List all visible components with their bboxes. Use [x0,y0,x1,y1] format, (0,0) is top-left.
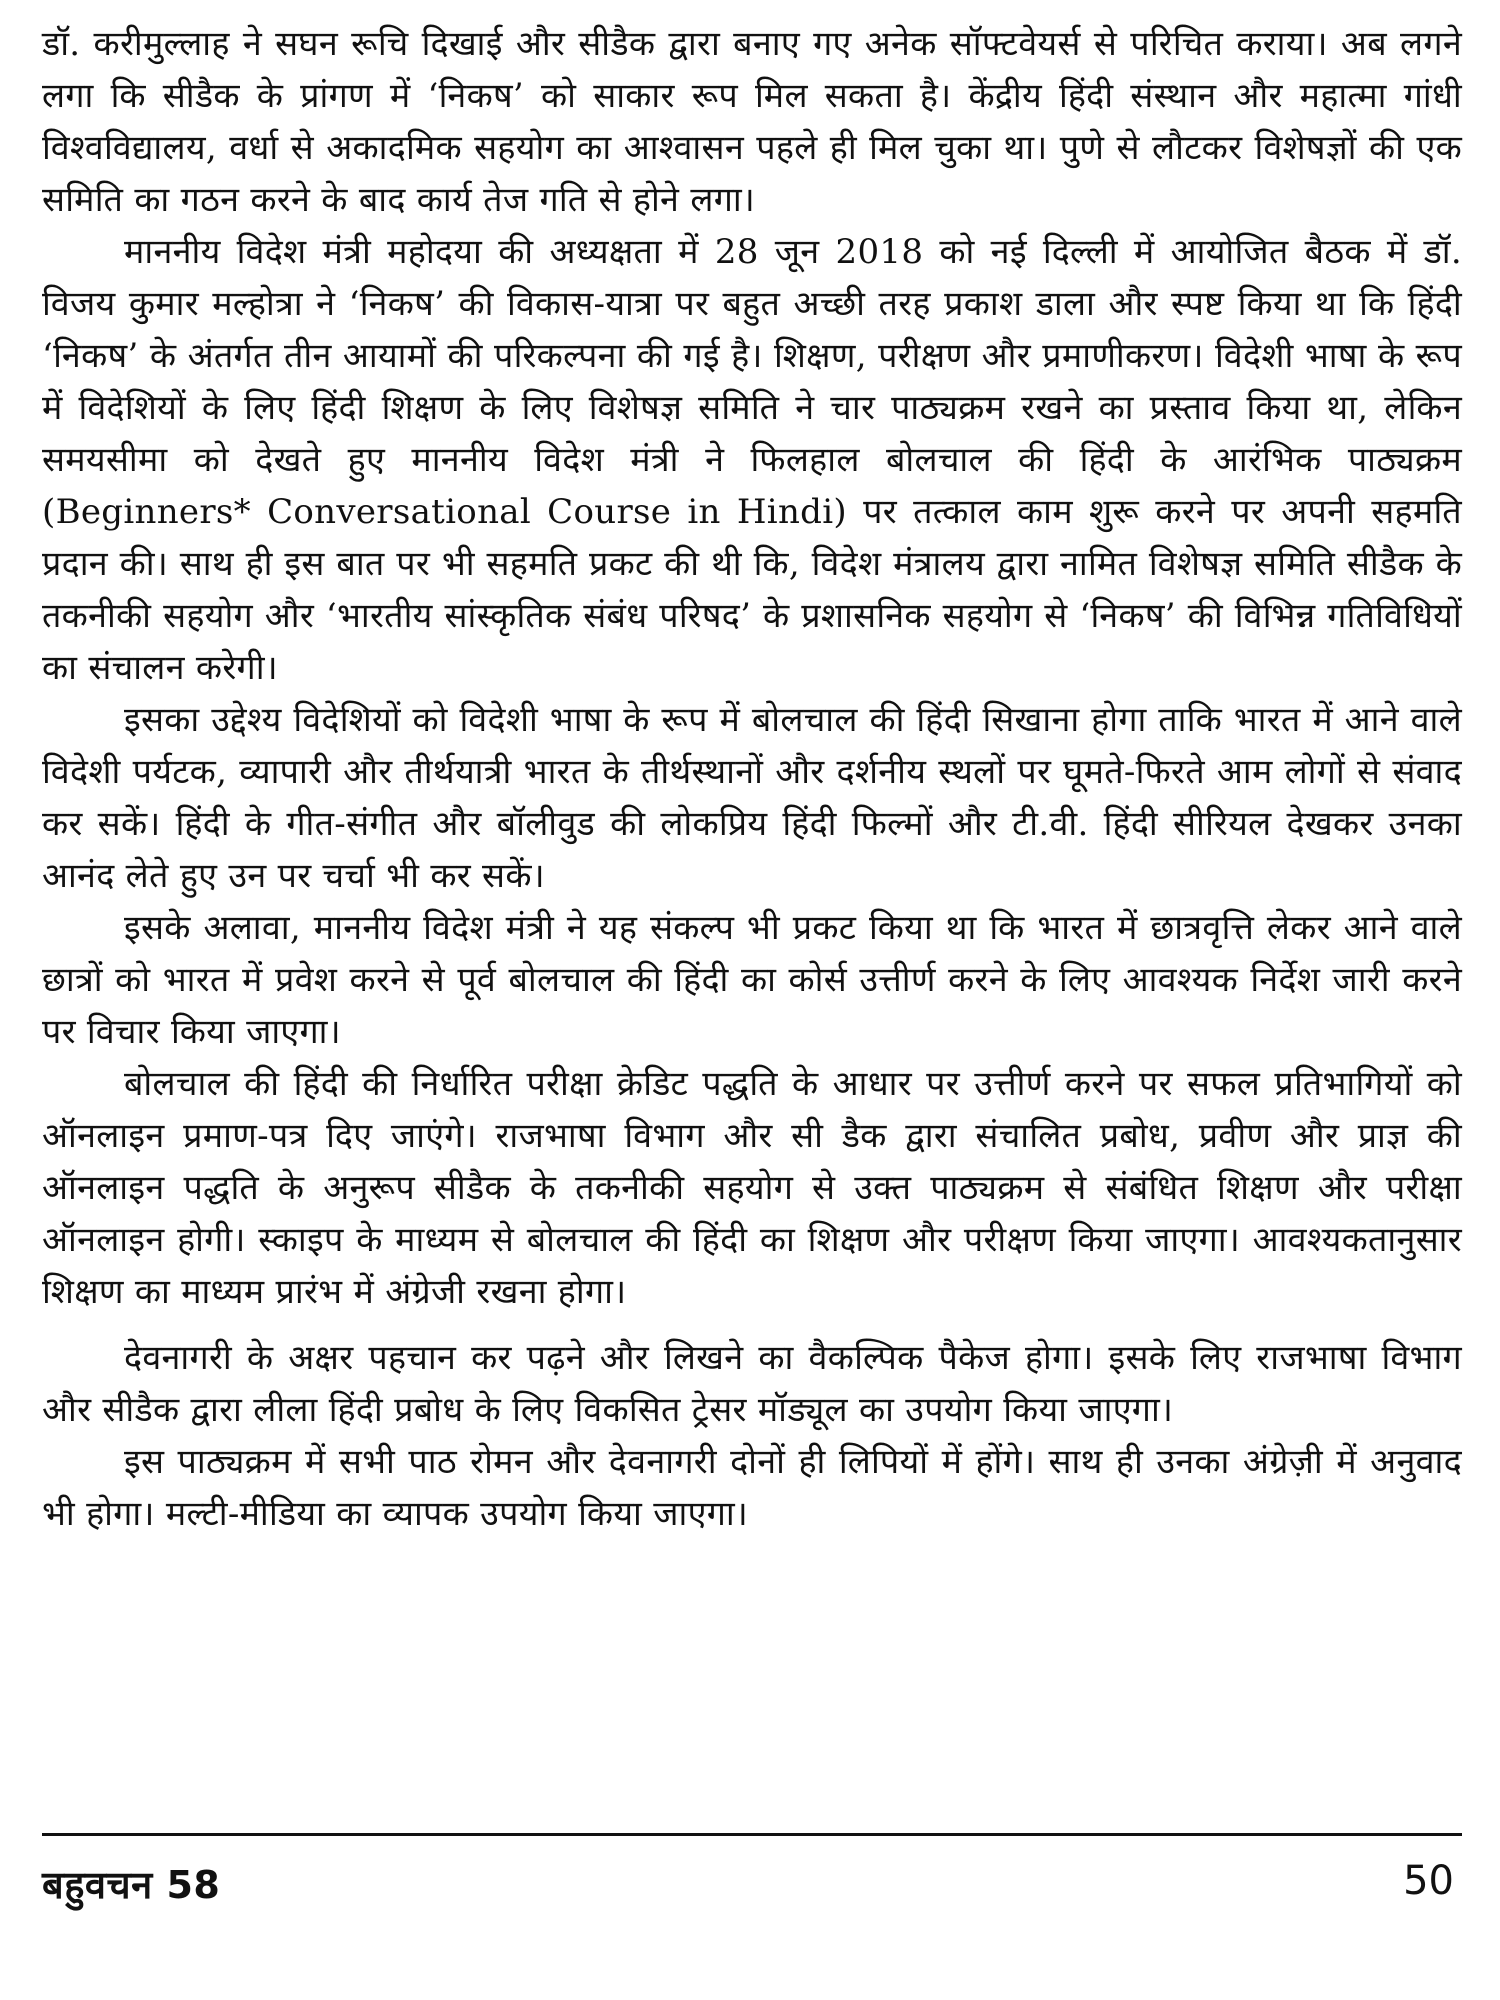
journal-title: बहुवचन 58 [42,1863,221,1907]
page-footer [42,1858,1462,1918]
paragraph-1: डॉ. करीमुल्लाह ने सघन रूचि दिखाई और सीडैक द्वारा बनाए गए अनेक सॉफ्टवेयर्स से परिचित कराया। अब लगने लगा कि सीडैक के प्रांगण में ‘निकष’ को साकार रूप मिल सकता है। केंद्रीय हिंदी संस्थान और महात्मा गांधी विश्वविद्यालय, वर्धा से अकादमिक सहयोग का आश्वासन पहले ही मिल चुका था। पुणे से लौटकर विशेषज्ञों की एक समिति का गठन करने के बाद कार्य तेज गति से होने लगा। [42,24,1462,220]
page-number: 50 [1403,1858,1454,1904]
paragraph-4: इसके अलावा, माननीय विदेश मंत्री ने यह संकल्प भी प्रकट किया था कि भारत में छात्रवृत्ति लेकर आने वाले छात्रों को भारत में प्रवेश करने से पूर्व बोलचाल की हिंदी का कोर्स उत्तीर्ण करने के लिए आवश्यक निर्देश जारी करने पर विचार किया जाएगा। [42,908,1462,1052]
document-page [42,18,1462,1978]
paragraph-5: बोलचाल की हिंदी की निर्धारित परीक्षा क्रेडिट पद्धति के आधार पर उत्तीर्ण करने पर सफल प्रतिभागियों को ऑनलाइन प्रमाण-पत्र दिए जाएंगे। राजभाषा विभाग और सी डैक द्वारा संचालित प्रबोध, प्रवीण और प्राज्ञ की ऑनलाइन पद्धति के अनुरूप सीडैक के तकनीकी सहयोग से उक्त पाठ्यक्रम से संबंधित शिक्षण और परीक्षा ऑनलाइन होगी। स्काइप के माध्यम से बोलचाल की हिंदी का शिक्षण और परीक्षण किया जाएगा। आवश्यकतानुसार शिक्षण का माध्यम प्रारंभ में अंग्रेजी रखना होगा। [42,1064,1462,1312]
paragraph-2: माननीय विदेश मंत्री महोदया की अध्यक्षता में 28 जून 2018 को नई दिल्ली में आयोजित बैठक में डॉ. विजय कुमार मल्होत्रा ने ‘निकष’ की विकास-यात्रा पर बहुत अच्छी तरह प्रकाश डाला और स्पष्ट किया था कि हिंदी ‘निकष’ के अंतर्गत तीन आयामों की परिकल्पना की गई है। शिक्षण, परीक्षण और प्रमाणीकरण। विदेशी भाषा के रूप में विदेशियों के लिए हिंदी शिक्षण के लिए विशेषज्ञ समिति ने चार पाठ्यक्रम रखने का प्रस्ताव किया था, लेकिन समयसीमा को देखते हुए माननीय विदेश मंत्री ने फिलहाल बोलचाल की हिंदी के आरंभिक पाठ्यक्रम (Beginners* Conversational Course in Hindi) पर तत्काल काम शुरू करने पर अपनी सहमति प्रदान की। साथ ही इस बात पर भी सहमति प्रकट की थी कि, विदेश मंत्रालय द्वारा नामित विशेषज्ञ समिति सीडैक के तकनीकी सहयोग और ‘भारतीय सांस्कृतिक संबंध परिषद’ के प्रशासनिक सहयोग से ‘निकष’ की विभिन्न गतिविधियों का संचालन करेगी। [42,232,1462,688]
paragraph-6: देवनागरी के अक्षर पहचान कर पढ़ने और लिखने का वैकल्पिक पैकेज होगा। इसके लिए राजभाषा विभाग और सीडैक द्वारा लीला हिंदी प्रबोध के लिए विकसित ट्रेसर मॉड्यूल का उपयोग किया जाएगा। [42,1338,1462,1430]
paragraph-3: इसका उद्देश्य विदेशियों को विदेशी भाषा के रूप में बोलचाल की हिंदी सिखाना होगा ताकि भारत में आने वाले विदेशी पर्यटक, व्यापारी और तीर्थयात्री भारत के तीर्थस्थानों और दर्शनीय स्थलों पर घूमते-फिरते आम लोगों से संवाद कर सकें। हिंदी के गीत-संगीत और बॉलीवुड की लोकप्रिय हिंदी फिल्मों और टी.वी. हिंदी सीरियल देखकर उनका आनंद लेते हुए उन पर चर्चा भी कर सकें। [42,700,1462,896]
footer-divider [42,1833,1462,1836]
paragraph-7: इस पाठ्यक्रम में सभी पाठ रोमन और देवनागरी दोनों ही लिपियों में होंगे। साथ ही उनका अंग्रेज़ी में अनुवाद भी होगा। मल्टी-मीडिया का व्यापक उपयोग किया जाएगा। [42,1442,1462,1534]
